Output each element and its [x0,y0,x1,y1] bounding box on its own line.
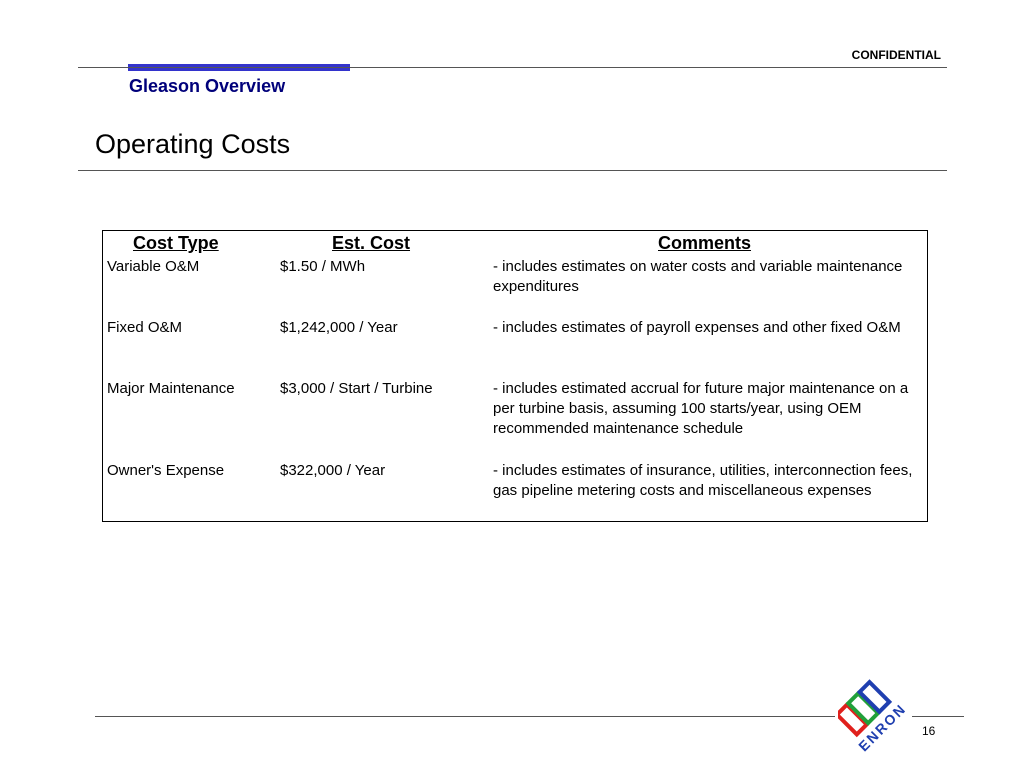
comment-cell: - includes estimated accrual for future major maintenance on a per turbine basis, assuming 100 starts/year, using OEM recommended maintenance schedule [493,380,909,437]
cost-type-cell: Variable O&M [107,258,200,275]
header-divider [78,67,947,68]
cost-type-cell: Owner's Expense [107,462,225,479]
comment-cell: - includes estimates of insurance, utilities, interconnection fees, gas pipeline metering costs and miscellaneous expenses [493,462,913,499]
comment-cell: - includes estimates on water costs and variable maintenance expenditures [493,258,903,295]
slide-title: Operating Costs [95,129,291,159]
title-divider [78,170,947,171]
page-number: 16 [922,724,936,738]
section-label: Gleason Overview [129,76,286,96]
logo-wordmark: ENRON [855,700,910,755]
column-header-comments: Comments [658,233,752,253]
est-cost-cell: $3,000 / Start / Turbine [280,380,433,397]
comment-cell: - includes estimates of payroll expenses and other fixed O&M [493,319,901,336]
cost-type-cell: Fixed O&M [107,319,183,336]
column-header-est-cost: Est. Cost [332,233,411,253]
footer-divider-right [912,716,964,717]
est-cost-cell: $1.50 / MWh [280,258,366,275]
enron-logo-icon [838,676,918,756]
est-cost-cell: $1,242,000 / Year [280,319,398,336]
column-header-cost-type: Cost Type [133,233,219,253]
operating-costs-table [102,230,928,522]
confidential-label: CONFIDENTIAL [851,48,941,62]
cost-type-cell: Major Maintenance [107,380,235,397]
est-cost-cell: $322,000 / Year [280,462,386,479]
footer-divider [95,716,835,717]
